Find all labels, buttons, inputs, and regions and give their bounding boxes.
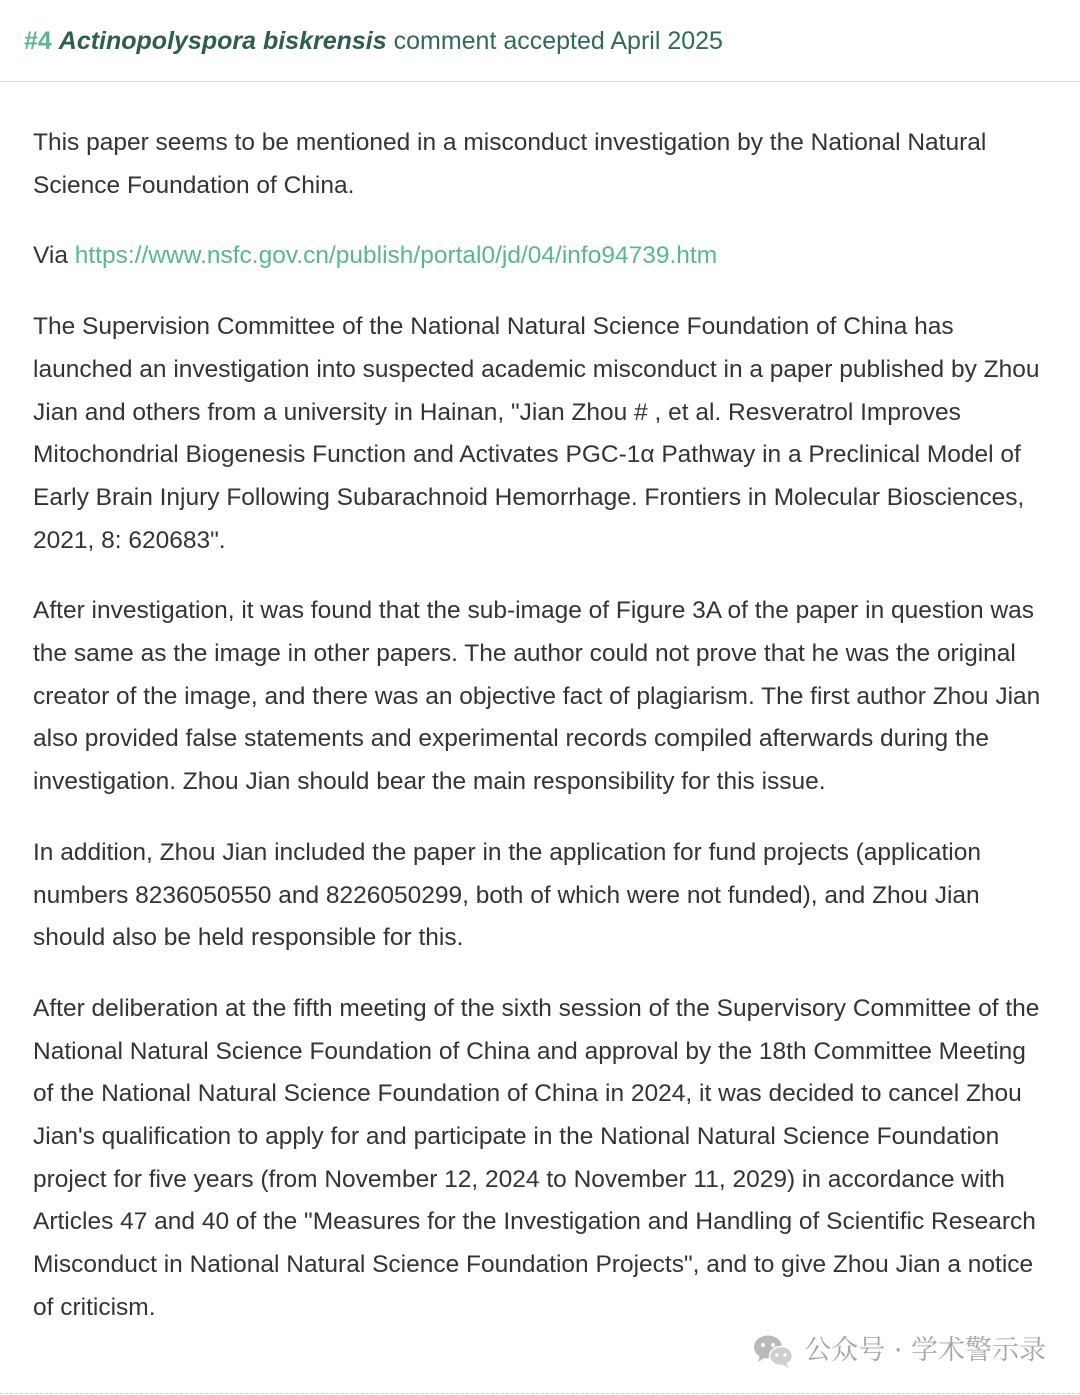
intro-paragraph: This paper seems to be mentioned in a misconduct investigation by the National Natural Science Foundation of China. xyxy=(33,129,987,199)
comment-status: comment accepted April 2025 xyxy=(393,27,723,55)
watermark xyxy=(752,1333,1046,1369)
decision-paragraph: After deliberation at the fifth meeting of the sixth session of the Supervisory Committee of the National Natural Science Foundation of China and approval by the 18th Committee Meeting of the National Natural Science Foundation of China in 2024, it was decided to cancel Zhou Jian's qualification to apply for and participate in the National Natural Science Foundation project for five years (from November 12, 2024 to November 11, 2029) in accordance with Articles 47 and 40 of the "Measures for the Investigation and Handling of Scientific Research Misconduct in National Natural Science Foundation Projects", and to give Zhou Jian a notice of criticism. xyxy=(33,994,1040,1321)
comment-number[interactable]: #4 xyxy=(24,27,52,55)
source-link[interactable]: https://www.nsfc.gov.cn/publish/portal0/jd/04/info94739.htm xyxy=(74,242,718,270)
via-label: Via xyxy=(33,242,68,270)
findings-paragraph: After investigation, it was found that the sub-image of Figure 3A of the paper in question was the same as the image in other papers. The author could not prove that he was the original creator of the image, and there was an objective fact of plagiarism. The first author Zhou Jian also provided false statements and experimental records compiled afterwards during the investigation. Zhou Jian should bear the main responsibility for this issue. xyxy=(33,597,1041,796)
via-line xyxy=(33,235,1048,278)
watermark-text: 公众号 · 学术警示录 xyxy=(804,1335,1046,1366)
comment-header xyxy=(0,0,1080,82)
funding-paragraph: In addition, Zhou Jian included the paper in the application for fund projects (application numbers 8236050550 and 8226050299, both of which were not funded), and Zhou Jian should also be held responsible for this. xyxy=(33,838,981,952)
investigation-paragraph: The Supervision Committee of the National Natural Science Foundation of China has launched an investigation into suspected academic misconduct in a paper published by Zhou Jian and others from a university in Hainan, "Jian Zhou # , et al. Resveratrol Improves Mitochondrial Biogenesis Function and Activates PGC-1α Pathway in a Preclinical Model of Early Brain Injury Following Subarachnoid Hemorrhage. Frontiers in Molecular Biosciences, 2021, 8: 620683". xyxy=(33,313,1040,554)
wechat-icon xyxy=(752,1333,794,1369)
comment-heading xyxy=(24,24,723,58)
species-name[interactable]: Actinopolyspora biskrensis xyxy=(58,27,387,55)
comment-body xyxy=(33,122,1048,1358)
bottom-divider xyxy=(0,1393,1080,1394)
